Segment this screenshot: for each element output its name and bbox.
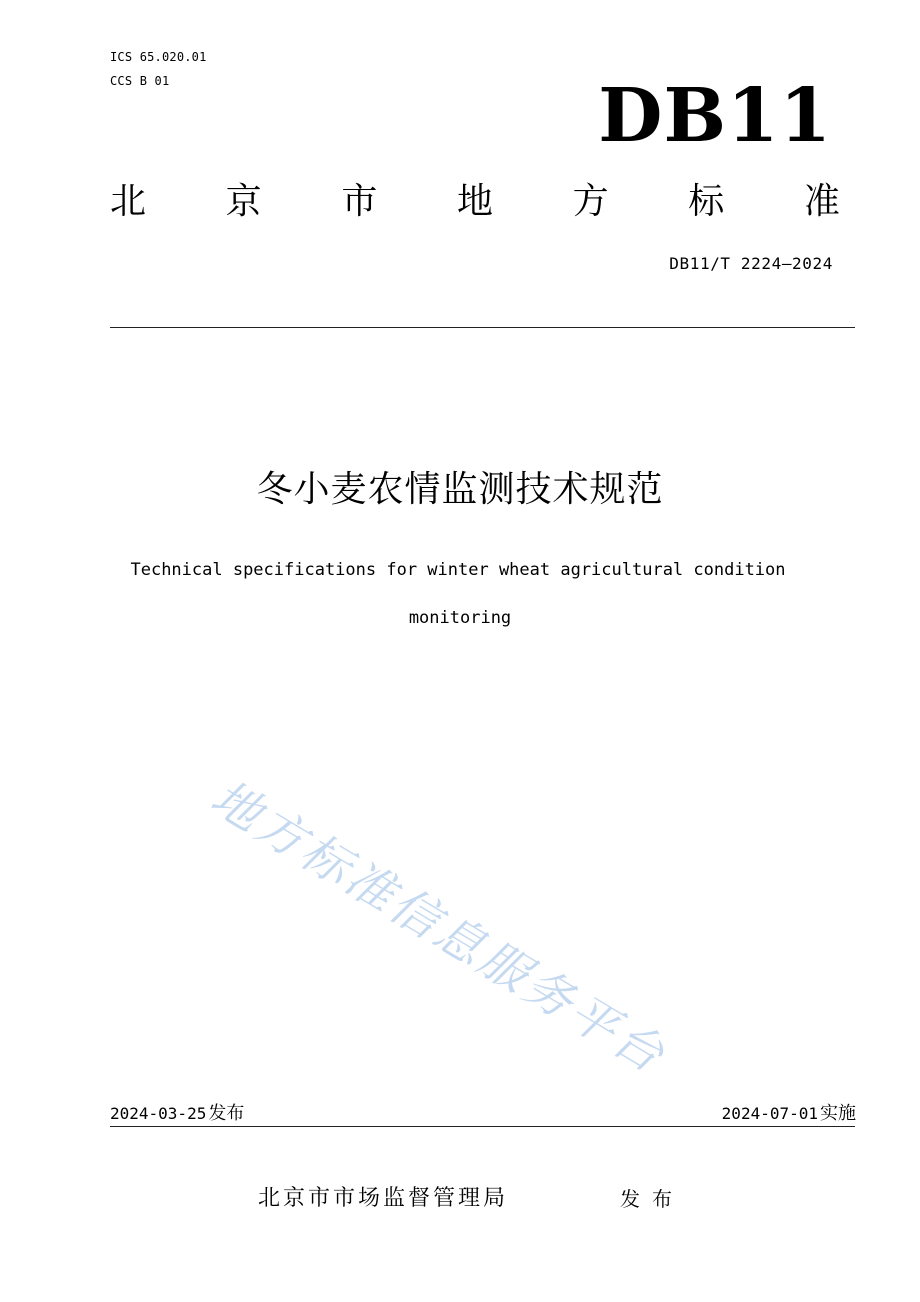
implement-date-line (722, 1102, 856, 1126)
standard-type-heading (110, 180, 840, 224)
watermark: 地方标准信息服务平台 (201, 769, 677, 1086)
document-title-zh: 冬小麦农情监测技术规范 (256, 469, 664, 510)
db-logo: DB11 (598, 73, 832, 159)
standard-type-char: 方 (572, 181, 609, 222)
implement-date: 2024-07-01 (721, 1104, 818, 1123)
standard-type-char: 京 (225, 181, 262, 222)
footer-divider (110, 1126, 855, 1127)
publish-label: 发布 (620, 1187, 684, 1211)
issue-date: 2024-03-25 (110, 1104, 207, 1123)
implement-label: 实施 (820, 1103, 856, 1124)
standard-type-char: 北 (110, 181, 147, 222)
document-title-en-line1: Technical specifications for winter wheat agricultural condition (130, 560, 786, 580)
issue-date-line (110, 1102, 244, 1126)
ics-code: ICS 65.020.01 (110, 50, 207, 64)
standard-type-char: 标 (688, 181, 725, 222)
document-title-en-line2: monitoring (408, 608, 512, 628)
standard-number: DB11/T 2224—2024 (669, 254, 833, 273)
issue-label: 发布 (208, 1103, 245, 1124)
standard-type-char: 准 (803, 181, 840, 222)
publisher: 北京市市场监督管理局 (258, 1186, 509, 1211)
ccs-code: CCS B 01 (110, 74, 170, 88)
header-divider (110, 327, 855, 328)
standard-type-char: 地 (456, 181, 493, 222)
standard-type-char: 市 (341, 181, 378, 222)
